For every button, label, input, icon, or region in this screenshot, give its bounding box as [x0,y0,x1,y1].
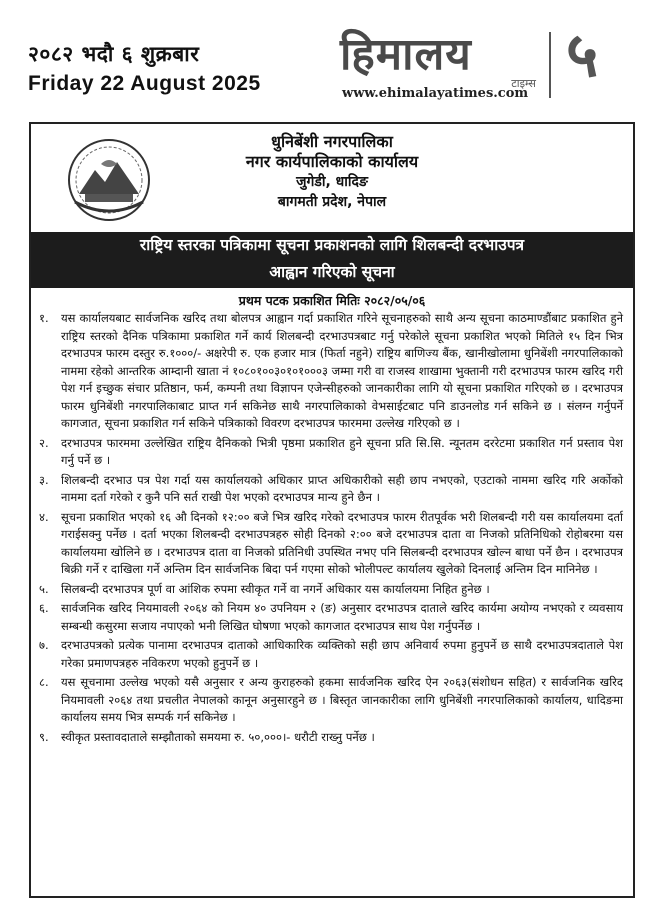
list-item [39,729,623,747]
item-number: ७. [39,638,49,652]
page-number: ५ [566,18,599,91]
item-number: १. [39,311,49,325]
masthead [0,0,665,118]
item-number: ८. [39,675,49,689]
item-text: यस सूचनामा उल्लेख भएको यसै अनुसार र अन्य कुराहरुको हकमा सार्वजनिक खरिद ऐन २०६३(संशोधन सहित) र सार्वजनिक खरिद नियमावली २०६४ तथा प्रचलीत नेपालको कानून अनुसारहुने छ । बिस्तृत जानकारीका लागि धुनिबेंशी नगरपालिकाको कार्यालय, धादिङमा कार्यालय समय भित्र सम्पर्क गर्न सकिनेछ । [61,675,623,724]
list-item [39,600,623,635]
item-number: ५. [39,581,49,596]
date-nepali: २०८२ भदौ ६ शुक्रबार [28,42,200,66]
list-item [39,310,623,433]
brand-url: www.ehimalayatimes.com [342,86,529,101]
item-number: ६. [39,601,49,615]
list-item [39,637,623,672]
public-notice [29,122,635,898]
item-number: ३. [39,472,49,487]
date-english: Friday 22 August 2025 [28,72,261,95]
notice-title-line2: आह्वान गरिएको सूचना [269,263,395,281]
list-item [39,674,623,727]
masthead-divider [549,32,551,98]
list-item [39,509,623,579]
item-text: दरभाउपत्रको प्रत्येक पानामा दरभाउपत्र दाताको आधिकारिक व्यक्तिको सही छाप अनिवार्य रुपमा हुनुपर्ने छ साथै दरभाउपत्रदाताले पेश गरेका प्रमाणपत्रहरु नविकरण भएको हुनुपर्ने छ । [61,638,623,670]
notice-items [31,310,633,748]
list-item [39,581,623,599]
notice-title-line1: राष्ट्रिय स्तरका पत्रिकामा सूचना प्रकाशनको लागि शिलबन्दी दरभाउपत्र [139,236,525,254]
notice-title-band [31,232,633,288]
item-text: सूचना प्रकाशित भएको १६ औ दिनको १२:०० बजे भित्र खरिद गरेको दरभाउपत्र फारम रीतपूर्वक भरी शिलबन्दी गरी यस कार्यालयमा दर्ता गराईसक्नु पर्नेछ । दर्ता भएका शिलबन्दी दरभाउपत्रहरु सोही दिनको २:०० बजे दरभाउपत्र दाता वा निजको प्रतिनिधिको रोहोबरमा यस कार्यालयमा खोलिने छ । दरभाउपत्र दाता वा निजको प्रतिनिधी उपस्थित नभए पनि सिलबन्दी दरभाउपत्र खोल्न बाधा पर्ने छैन । दरभाउपत्र बिक्री गर्ने र दाखिला गर्ने अन्तिम दिन सार्वजनिक बिदा पर्न गएमा सोको भोलीपल्ट कार्यालय खुलेको दिनलाई अन्तिम दिन मानिनेछ । [61,509,623,576]
item-text: स्वीकृत प्रस्तावदाताले सम्झौताको समयमा रु. ५०,०००।- धरौटी राख्नु पर्नेछ । [61,729,375,744]
item-text: शिलबन्दी दरभाउ पत्र पेश गर्दा यस कार्यालयको अधिकार प्राप्त अधिकारीको सही छाप नभएको, एउटाको नाममा खरिद गरि अर्कोको नाममा दर्ता गरेको र कुनै पनि सर्त राखी पेश भएको दरभाउपत्र मान्य हुने छैन । [61,472,623,504]
list-item [39,435,623,470]
newspaper-logo [340,22,540,107]
item-text: दरभाउपत्र फारममा उल्लेखित राष्ट्रिय दैनिकको भित्री पृष्ठमा प्रकाशित हुने सूचना प्रति सि.सि. न्यूनतम दररेटमा प्रकाशित गर्न प्रस्ताव पेश गर्नु पर्ने छ । [61,435,623,467]
publish-date: प्रथम पटक प्रकाशित मितिः २०८२/०५/०६ [238,293,426,308]
item-number: ४. [39,509,49,524]
org-office: नगर कार्यपालिकाको कार्यालय [245,152,419,171]
brand-name: हिमालय [340,29,472,80]
item-text: सार्वजनिक खरिद नियमावली २०६४ को नियम ४० उपनियम २ (ङ) अनुसार दरभाउपत्र दाताले खरिद कार्यमा अयोग्य नभएको र व्यवसाय सम्बन्धी कसुरमा सजाय नपाएको भनी लिखित घोषणा भएको कागजात दरभाउपत्र साथ पेश गर्नुपर्नेछ । [61,601,623,633]
org-name: धुनिबेंशी नगरपालिका [271,132,393,151]
org-province: बागमती प्रदेश, नेपाल [277,194,387,210]
item-number: २. [39,435,49,450]
org-location: जुगेडी, धादिङ [296,174,368,190]
item-text: यस कार्यालयबाट सार्वजनिक खरिद तथा बोलपत्र आह्वान गर्दा प्रकाशित गरिने सूचनाहरुको साथै अन्य सूचना काठमाण्डौंबाट प्रकाशित हुने राष्ट्रिय स्तरको दैनिक पत्रिकामा प्रकाशित गर्ने कार्य शिलबन्दी दरभाउपत्रबाट गर्नु परेकोले सूचना प्रकाशित भएको मितिले १५ दिन भित्र दरभाउपत्र फारम दस्तुर रु.१०००/- अक्षरेपी रु. एक हजार मात्र (फिर्ता नहुने) राष्ट्रिय बाणिज्य बैंक, खानीखोलामा धुनिबेंशी नगरपालिकाको नाममा रहेको आन्तरिक आम्दानी खाता नं १०८०१००३०१०१०००३ जम्मा गरी वा राजस्व शाखामा भुक्तानी गरी दरभाउपत्र फारम खरिद गरी पेश गर्न इच्छुक संचार प्रतिष्ठान, फर्म, कम्पनी तथा विज्ञापन एजेन्सीहरुको जानकारीका लागि यो सूचना प्रकाशित गरिएको छ । दरभाउपत्र फारम धुनिबेंशी नगरपालिकाबाट प्राप्त गर्न सकिनेछ साथै नगरपालिकाको वेभसाईटबाट पनि डाउनलोड गर्न सकिने छ । संलग्न गर्नुपर्ने कागजात, सूचना प्रकाशित गर्न सकिने पत्रिकाको विवरण दरभाउपत्र फारममा उल्लेख गरिएको छ । [61,311,623,430]
brand-sub: टाइम्स [511,77,536,90]
item-number: ९. [39,729,49,744]
item-text: सिलबन्दी दरभाउपत्र पूर्ण वा आंशिक रुपमा स्वीकृत गर्ने वा नगर्ने अधिकार यस कार्यालयमा निहित हुनेछ । [61,581,490,596]
list-item [39,472,623,507]
organization-header [31,132,633,212]
